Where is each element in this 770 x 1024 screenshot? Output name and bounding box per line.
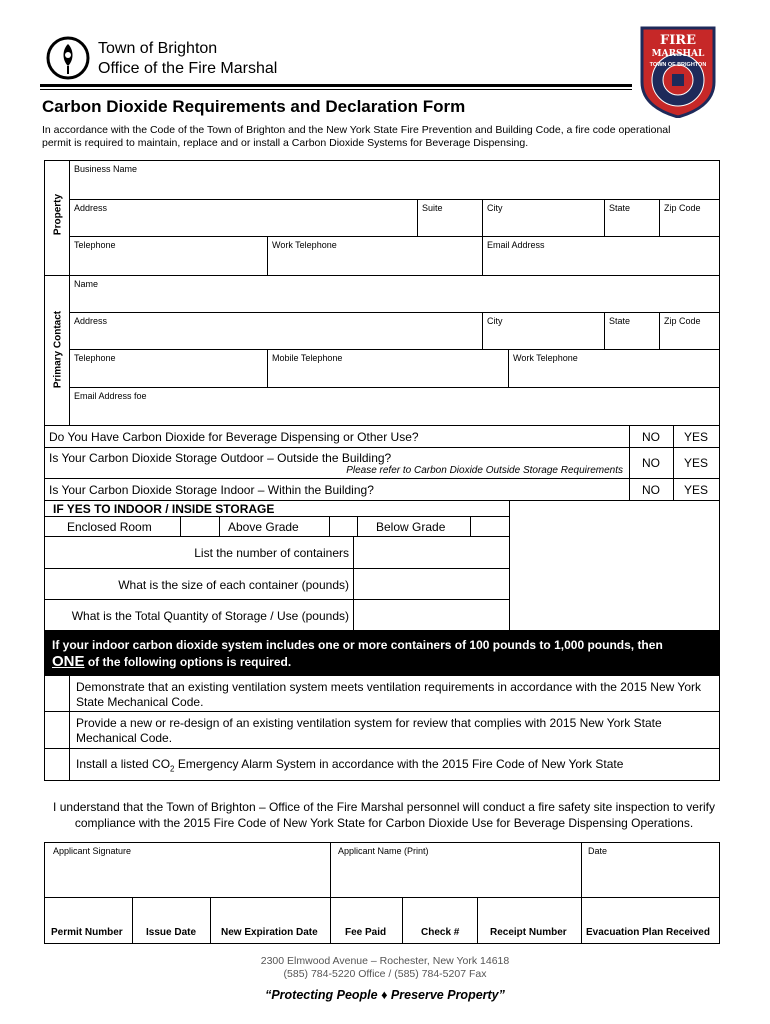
- property-work-telephone-field[interactable]: [267, 236, 483, 276]
- applicant-signature-field[interactable]: [44, 842, 331, 898]
- contact-city-field[interactable]: [482, 312, 605, 350]
- banner-line2-text: of the following options is required.: [84, 655, 292, 669]
- property-address-label: Address: [74, 203, 108, 213]
- signature-section: [44, 842, 720, 944]
- property-zip-field[interactable]: [659, 199, 720, 237]
- option3-checkbox[interactable]: [44, 748, 70, 781]
- receipt-number-field[interactable]: [477, 897, 582, 944]
- permit-number-field[interactable]: [44, 897, 133, 944]
- fee-paid-field[interactable]: [330, 897, 403, 944]
- q1-text: Do You Have Carbon Dioxide for Beverage Dispensing or Other Use?: [49, 430, 419, 444]
- q3-row: [44, 478, 630, 501]
- option2-checkbox[interactable]: [44, 711, 70, 749]
- business-name-field[interactable]: [69, 160, 720, 200]
- property-side-cell: [44, 160, 70, 276]
- date-field[interactable]: [581, 842, 720, 898]
- issue-date-field[interactable]: [132, 897, 211, 944]
- indoor-blank-right: [509, 500, 720, 631]
- fire-marshal-badge-icon: [636, 22, 720, 118]
- contact-address-field[interactable]: [69, 312, 483, 350]
- q1-no-label: NO: [642, 430, 660, 444]
- footer-address: 2300 Elmwood Avenue – Rochester, New York 14618: [260, 955, 510, 967]
- size-container-row: [44, 568, 354, 600]
- option1-checkbox[interactable]: [44, 675, 70, 712]
- option2-cell: [69, 711, 720, 749]
- total-quantity-row: [44, 599, 354, 631]
- option2-text: Provide a new or re-design of an existing ventilation system for review that complies with 2015 New York State Mechanical Code.: [76, 716, 662, 745]
- permit-number-label: Permit Number: [51, 927, 123, 938]
- size-container-field[interactable]: [353, 568, 510, 600]
- q2-yes-box[interactable]: [673, 447, 720, 479]
- enclosed-room-box[interactable]: [180, 516, 220, 537]
- property-suite-label: Suite: [422, 203, 443, 213]
- property-side-label: Property: [52, 193, 64, 236]
- property-state-label: State: [609, 203, 631, 213]
- option1-cell: [69, 675, 720, 712]
- property-telephone-field[interactable]: [69, 236, 268, 276]
- above-grade-cell: [219, 516, 330, 537]
- indoor-heading: IF YES TO INDOOR / INSIDE STORAGE: [53, 502, 275, 516]
- contact-side-cell: [44, 275, 70, 426]
- property-address-field[interactable]: [69, 199, 418, 237]
- footer-phone: (585) 784-5220 Office / (585) 784-5207 Fax: [283, 968, 487, 980]
- date-label: Date: [588, 846, 608, 856]
- below-grade-box[interactable]: [470, 516, 510, 537]
- contact-email-label: Email Address foe: [74, 391, 147, 401]
- property-city-label: City: [487, 203, 503, 213]
- enclosed-room-cell: [44, 516, 181, 537]
- applicant-signature-label: Applicant Signature: [53, 846, 132, 856]
- contact-side-label: Primary Contact: [52, 310, 64, 389]
- q3-yes-box[interactable]: [673, 478, 720, 501]
- contact-address-label: Address: [74, 316, 108, 326]
- header-rule: [40, 84, 632, 87]
- intro-text: In accordance with the Code of the Town of Brighton and the New York State Fire Prevention and Building Code, a fire code operational permit is required to maintain, replace and or install a Carbon Dioxide Systems for Beverage Dispensing.: [42, 124, 671, 149]
- contact-zip-field[interactable]: [659, 312, 720, 350]
- contact-mobile-field[interactable]: [267, 349, 509, 388]
- badge-ring-text: TOWN OF BRIGHTON: [649, 62, 707, 68]
- new-expiration-date-field[interactable]: [210, 897, 331, 944]
- contact-mobile-label: Mobile Telephone: [272, 353, 343, 363]
- banner-one: ONE: [52, 653, 85, 670]
- new-expiration-date-label: New Expiration Date: [221, 927, 318, 938]
- property-city-field[interactable]: [482, 199, 605, 237]
- badge-fire-text: FIRE: [659, 33, 697, 48]
- q1-no-box[interactable]: [629, 425, 674, 448]
- business-name-label: Business Name: [74, 164, 138, 174]
- issue-date-label: Issue Date: [146, 927, 197, 938]
- declaration-text: I understand that the Town of Brighton – Office of the Fire Marshal personnel will conduct a fire safety site inspection to verify compliance with the 2015 Fire Code of New York State for Carbon Dioxide Use for Beverage Dispensing Operations.: [53, 800, 715, 830]
- check-number-field[interactable]: [402, 897, 478, 944]
- num-containers-label: List the number of containers: [194, 546, 349, 560]
- option3-pre: Install a listed CO: [76, 757, 171, 771]
- option3-sub: 2: [170, 764, 175, 774]
- options-banner: [44, 631, 720, 676]
- evacuation-plan-label: Evacuation Plan Received: [586, 927, 710, 938]
- below-grade-label: Below Grade: [376, 520, 446, 534]
- q2-note: Please refer to Carbon Dioxide Outside Storage Requirements: [346, 465, 623, 476]
- contact-telephone-field[interactable]: [69, 349, 268, 388]
- fee-paid-label: Fee Paid: [345, 927, 387, 938]
- contact-telephone-label: Telephone: [74, 353, 116, 363]
- badge-marshal-text: MARSHAL: [651, 49, 705, 59]
- contact-state-label: State: [609, 316, 631, 326]
- options-section: [44, 675, 720, 781]
- option3-text: [76, 757, 623, 776]
- check-number-label: Check #: [421, 927, 460, 938]
- banner-line1: If your indoor carbon dioxide system includes one or more containers of 100 pounds to 1,000 pounds, then: [52, 638, 663, 652]
- contact-name-label: Name: [74, 279, 99, 289]
- q2-row: [44, 447, 630, 479]
- banner-line2: [52, 653, 291, 671]
- q1-yes-label: YES: [684, 430, 709, 444]
- property-suite-field[interactable]: [417, 199, 483, 237]
- applicant-name-field[interactable]: [330, 842, 582, 898]
- indoor-section: [44, 500, 720, 631]
- property-telephone-label: Telephone: [74, 240, 116, 250]
- contact-work-telephone-field[interactable]: [508, 349, 720, 388]
- num-containers-row: [44, 536, 354, 569]
- option3-cell: [69, 748, 720, 781]
- q2-no-box[interactable]: [629, 447, 674, 479]
- town-name: Town of Brighton: [98, 40, 218, 57]
- contact-name-field[interactable]: [69, 275, 720, 313]
- below-grade-cell: [357, 516, 471, 537]
- q3-yes-label: YES: [684, 483, 709, 497]
- contact-section: [44, 275, 720, 426]
- q2-yes-label: YES: [684, 456, 709, 470]
- town-logo-icon: [46, 36, 90, 80]
- enclosed-room-label: Enclosed Room: [67, 520, 152, 534]
- above-grade-box[interactable]: [329, 516, 358, 537]
- q2-no-label: NO: [642, 456, 660, 470]
- option1-text: Demonstrate that an existing ventilation system meets ventilation requirements in accordance with the 2015 New York State Mechanical Code.: [76, 680, 701, 709]
- property-state-field[interactable]: [604, 199, 660, 237]
- q1-row: [44, 425, 630, 448]
- contact-state-field[interactable]: [604, 312, 660, 350]
- indoor-heading-cell: [44, 500, 510, 517]
- total-quantity-field[interactable]: [353, 599, 510, 631]
- property-email-field[interactable]: [482, 236, 720, 276]
- header-rule-thin: [40, 89, 632, 90]
- num-containers-field[interactable]: [353, 536, 510, 569]
- contact-work-telephone-label: Work Telephone: [513, 353, 578, 363]
- size-container-label: What is the size of each container (pounds): [118, 578, 349, 592]
- property-email-label: Email Address: [487, 240, 545, 250]
- receipt-number-label: Receipt Number: [490, 927, 567, 938]
- total-quantity-label: What is the Total Quantity of Storage / Use (pounds): [71, 609, 349, 623]
- q1-yes-box[interactable]: [673, 425, 720, 448]
- footer-motto: “Protecting People ♦ Preserve Property”: [265, 988, 505, 1002]
- q2-text: Is Your Carbon Dioxide Storage Outdoor – Outside the Building?: [49, 451, 392, 465]
- evacuation-plan-field[interactable]: [581, 897, 720, 944]
- questions-section: [44, 425, 720, 501]
- q3-no-box[interactable]: [629, 478, 674, 501]
- property-work-telephone-label: Work Telephone: [272, 240, 337, 250]
- office-name: Office of the Fire Marshal: [98, 60, 278, 77]
- property-section: [44, 160, 720, 276]
- property-zip-label: Zip Code: [664, 203, 701, 213]
- above-grade-label: Above Grade: [228, 520, 299, 534]
- contact-zip-label: Zip Code: [664, 316, 701, 326]
- q3-no-label: NO: [642, 483, 660, 497]
- contact-city-label: City: [487, 316, 503, 326]
- contact-email-field[interactable]: [69, 387, 720, 426]
- option3-post: Emergency Alarm System in accordance with the 2015 Fire Code of New York State: [174, 757, 624, 771]
- form-title: Carbon Dioxide Requirements and Declaration Form: [42, 97, 466, 116]
- q3-text: Is Your Carbon Dioxide Storage Indoor – Within the Building?: [49, 483, 374, 497]
- applicant-name-label: Applicant Name (Print): [338, 846, 429, 856]
